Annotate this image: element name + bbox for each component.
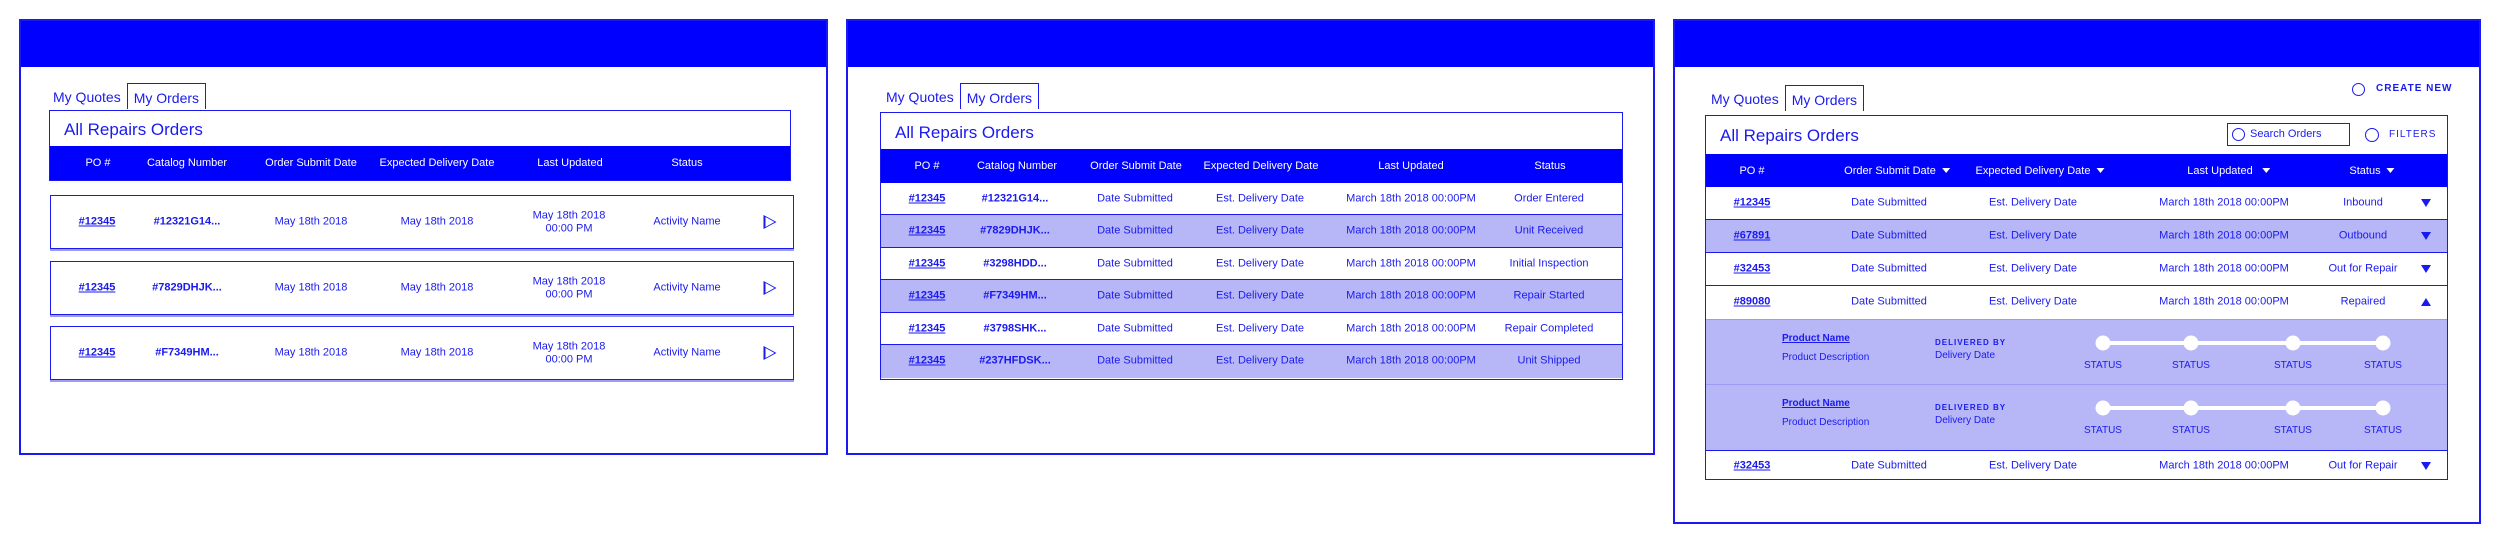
expected-date: Est. Delivery Date: [1215, 257, 1305, 270]
tab-bar: [47, 83, 206, 109]
status-text: Unit Shipped: [1517, 354, 1581, 367]
last-updated: March 18th 2018 00:00PM: [1346, 354, 1476, 367]
expected-date: Est. Delivery Date: [1215, 354, 1305, 367]
expected-date: Est. Delivery Date: [1988, 295, 2078, 308]
catalog-number: #12321G14...: [153, 215, 221, 228]
table-header: [50, 146, 790, 180]
column-header-last-updated[interactable]: Last Updated: [537, 157, 603, 169]
last-updated: March 18th 2018 00:00PM: [1346, 322, 1476, 335]
app-header-bar: [1675, 21, 2479, 67]
submit-date: May 18th 2018: [274, 215, 348, 228]
tab-my-orders[interactable]: My Orders: [127, 83, 206, 109]
search-placeholder: Search Orders: [2250, 128, 2322, 140]
po-link[interactable]: #12345: [908, 354, 946, 367]
expected-date: Est. Delivery Date: [1215, 192, 1305, 205]
tab-my-orders[interactable]: My Orders: [960, 83, 1039, 109]
last-updated-time: 00:00 PM: [545, 353, 593, 366]
column-header-status[interactable]: Status: [1534, 160, 1566, 172]
status-step-label: STATUS: [2084, 425, 2122, 436]
table-row[interactable]: [881, 215, 1622, 248]
orders-panel: [1705, 115, 2448, 480]
po-link[interactable]: #67891: [1733, 229, 1771, 242]
tab-my-quotes[interactable]: My Quotes: [886, 89, 954, 105]
po-link[interactable]: #12345: [1733, 196, 1771, 209]
order-detail-panel: [1706, 319, 2447, 385]
po-link[interactable]: #12345: [78, 346, 116, 359]
submit-date: Date Submitted: [1097, 354, 1173, 367]
column-header-expected-date[interactable]: Expected Delivery Date: [1203, 160, 1319, 172]
delivered-by-label: DELIVERED BY: [1935, 403, 2007, 412]
status-progress-track: [2103, 406, 2385, 410]
catalog-number: #7829DHJK...: [980, 224, 1050, 237]
table-row[interactable]: [1706, 187, 2447, 220]
column-header-expected-date-label: Expected Delivery Date: [1975, 164, 2091, 177]
filters-label: FILTERS: [2389, 129, 2437, 140]
sort-down-icon: [2263, 168, 2271, 173]
po-link[interactable]: #12345: [908, 322, 946, 335]
table-header: [881, 149, 1622, 183]
tab-bar: [880, 83, 1039, 109]
status-step-label: STATUS: [2274, 425, 2312, 436]
catalog-number: #F7349HM...: [983, 289, 1047, 302]
table-row[interactable]: [1706, 220, 2447, 253]
expected-date: Est. Delivery Date: [1988, 459, 2078, 472]
filter-icon: [2365, 128, 2379, 142]
table-row[interactable]: [881, 313, 1622, 345]
last-updated: March 18th 2018 00:00PM: [2159, 262, 2289, 275]
app-header-bar: [21, 21, 826, 67]
expected-date: Est. Delivery Date: [1215, 224, 1305, 237]
submit-date: Date Submitted: [1851, 229, 1927, 242]
po-link[interactable]: #12345: [78, 215, 116, 228]
last-updated: March 18th 2018 00:00PM: [1346, 257, 1476, 270]
catalog-number: #7829DHJK...: [152, 281, 222, 294]
expand-icon[interactable]: [2421, 232, 2431, 240]
column-header-catalog[interactable]: Catalog Number: [976, 160, 1058, 172]
last-updated: March 18th 2018 00:00PM: [2159, 295, 2289, 308]
po-link[interactable]: #12345: [908, 289, 946, 302]
status-text: Repaired: [2340, 295, 2386, 308]
expected-date: May 18th 2018: [400, 346, 474, 359]
status-step-dot: [2184, 336, 2199, 351]
status-step-label: STATUS: [2364, 360, 2402, 371]
collapse-icon[interactable]: [2421, 298, 2431, 306]
play-icon[interactable]: [764, 215, 777, 229]
last-updated-time: 00:00 PM: [545, 288, 593, 301]
table-row[interactable]: [1706, 451, 2447, 479]
product-description: Product Description: [1782, 417, 1870, 428]
create-new-label: CREATE NEW: [2376, 83, 2453, 94]
submit-date: Date Submitted: [1097, 289, 1173, 302]
column-header-status[interactable]: [2349, 154, 2394, 187]
expected-date: Est. Delivery Date: [1988, 196, 2078, 209]
po-link[interactable]: #32453: [1733, 459, 1771, 472]
catalog-number: #F7349HM...: [155, 346, 219, 359]
status-text: Repair Completed: [1504, 322, 1594, 335]
status-text: Outbound: [2338, 229, 2388, 242]
status-text: Activity Name: [653, 346, 721, 359]
submit-date: Date Submitted: [1097, 192, 1173, 205]
last-updated-time: 00:00 PM: [545, 222, 593, 235]
catalog-number: #3798SHK...: [983, 322, 1047, 335]
column-header-expected-date[interactable]: [1976, 154, 2105, 187]
delivery-date: Delivery Date: [1935, 350, 1996, 361]
last-updated: March 18th 2018 00:00PM: [2159, 229, 2289, 242]
submit-date: Date Submitted: [1097, 224, 1173, 237]
column-header-status[interactable]: Status: [671, 157, 703, 169]
expected-date: Est. Delivery Date: [1988, 262, 2078, 275]
status-progress-track: [2103, 341, 2385, 345]
column-header-submit-date[interactable]: [1844, 154, 1950, 187]
table-row[interactable]: [1706, 253, 2447, 286]
wireframe-3: [1673, 19, 2481, 524]
product-name-link[interactable]: Product Name: [1782, 398, 1850, 409]
last-updated: March 18th 2018 00:00PM: [2159, 196, 2289, 209]
po-link[interactable]: #32453: [1733, 262, 1771, 275]
delivered-by-label: DELIVERED BY: [1935, 338, 2007, 347]
status-text: Inbound: [2343, 196, 2383, 209]
orders-panel: [49, 110, 791, 181]
tab-my-orders[interactable]: My Orders: [1785, 85, 1864, 111]
filters-button[interactable]: [2365, 126, 2437, 144]
table-row[interactable]: [881, 280, 1622, 313]
page-title: All Repairs Orders: [895, 123, 1034, 142]
submit-date: Date Submitted: [1851, 459, 1927, 472]
po-link[interactable]: #12345: [78, 281, 116, 294]
submit-date: Date Submitted: [1851, 196, 1927, 209]
table-row[interactable]: [881, 345, 1622, 378]
create-new-button[interactable]: [2352, 81, 2452, 97]
status-text: Initial Inspection: [1509, 257, 1589, 270]
catalog-number: #3298HDD...: [983, 257, 1047, 270]
last-updated: March 18th 2018 00:00PM: [1346, 192, 1476, 205]
status-text: Activity Name: [653, 215, 721, 228]
product-description: Product Description: [1782, 352, 1870, 363]
table-row[interactable]: [881, 248, 1622, 280]
play-icon[interactable]: [764, 346, 777, 360]
last-updated: March 18th 2018 00:00PM: [2159, 459, 2289, 472]
status-step-label: STATUS: [2172, 425, 2210, 436]
status-step-label: STATUS: [2084, 360, 2122, 371]
po-link[interactable]: #89080: [1733, 295, 1771, 308]
column-header-po[interactable]: PO #: [1739, 164, 1765, 177]
sort-down-icon: [2096, 168, 2104, 173]
status-step-dot: [2184, 401, 2199, 416]
search-input[interactable]: [2227, 123, 2350, 146]
status-text: Activity Name: [653, 281, 721, 294]
po-link[interactable]: #12345: [908, 192, 946, 205]
order-detail-panel: [1706, 385, 2447, 451]
wireframe-1: [19, 19, 828, 455]
catalog-number: #237HFDSK...: [979, 354, 1051, 367]
status-step-label: STATUS: [2172, 360, 2210, 371]
table-header: [1706, 154, 2447, 187]
last-updated-date: May 18th 2018: [532, 275, 606, 288]
last-updated-date: May 18th 2018: [532, 340, 606, 353]
last-updated: March 18th 2018 00:00PM: [1346, 289, 1476, 302]
status-text: Out for Repair: [2328, 262, 2398, 275]
status-step-dot: [2286, 401, 2301, 416]
page-title: All Repairs Orders: [64, 120, 203, 139]
column-header-last-updated[interactable]: [2187, 154, 2270, 187]
last-updated: March 18th 2018 00:00PM: [1346, 224, 1476, 237]
expected-date: Est. Delivery Date: [1988, 229, 2078, 242]
expected-date: May 18th 2018: [400, 281, 474, 294]
expand-icon[interactable]: [2421, 199, 2431, 207]
page-title: All Repairs Orders: [1720, 126, 1859, 145]
column-header-expected-date[interactable]: Expected Delivery Date: [379, 157, 495, 169]
column-header-catalog[interactable]: Catalog Number: [146, 157, 228, 169]
wireframe-2: [846, 19, 1655, 455]
submit-date: Date Submitted: [1851, 295, 1927, 308]
po-link[interactable]: #12345: [908, 224, 946, 237]
column-header-submit-date[interactable]: Order Submit Date: [1090, 160, 1182, 172]
orders-panel: [880, 112, 1623, 380]
catalog-number: #12321G14...: [981, 192, 1049, 205]
column-header-last-updated-label: Last Updated: [2187, 164, 2253, 177]
po-link[interactable]: #12345: [908, 257, 946, 270]
column-header-submit-date-label: Order Submit Date: [1844, 164, 1936, 177]
submit-date: May 18th 2018: [274, 281, 348, 294]
search-icon: [2232, 128, 2245, 141]
submit-date: Date Submitted: [1851, 262, 1927, 275]
status-text: Order Entered: [1514, 192, 1584, 205]
submit-date: Date Submitted: [1097, 322, 1173, 335]
status-step-dot: [2286, 336, 2301, 351]
column-header-last-updated[interactable]: Last Updated: [1378, 160, 1444, 172]
status-text: Out for Repair: [2328, 459, 2398, 472]
delivery-date: Delivery Date: [1935, 415, 1996, 426]
play-icon[interactable]: [764, 281, 777, 295]
tab-my-quotes[interactable]: My Quotes: [1711, 91, 1779, 107]
app-header-bar: [848, 21, 1653, 67]
product-name-link[interactable]: Product Name: [1782, 333, 1850, 344]
column-header-status-label: Status: [2349, 164, 2381, 177]
last-updated-date: May 18th 2018: [532, 209, 606, 222]
table-row-expanded[interactable]: [1706, 286, 2447, 319]
status-text: Unit Received: [1514, 224, 1584, 237]
status-step-label: STATUS: [2364, 425, 2402, 436]
tab-bar: [1705, 85, 1864, 111]
expected-date: Est. Delivery Date: [1215, 289, 1305, 302]
status-step-dot: [2096, 336, 2111, 351]
expected-date: Est. Delivery Date: [1215, 322, 1305, 335]
column-header-submit-date[interactable]: Order Submit Date: [265, 157, 357, 169]
order-card[interactable]: [50, 261, 794, 315]
submit-date: May 18th 2018: [274, 346, 348, 359]
status-step-label: STATUS: [2274, 360, 2312, 371]
status-step-dot: [2376, 401, 2391, 416]
column-header-po[interactable]: PO #: [85, 157, 111, 169]
table-row[interactable]: [881, 183, 1622, 215]
status-text: Repair Started: [1513, 289, 1585, 302]
order-card[interactable]: [50, 195, 794, 249]
expand-icon[interactable]: [2421, 462, 2431, 470]
status-step-dot: [2096, 401, 2111, 416]
sort-down-icon: [2387, 168, 2395, 173]
order-card[interactable]: [50, 326, 794, 380]
add-circle-icon: [2352, 83, 2365, 96]
status-step-dot: [2376, 336, 2391, 351]
submit-date: Date Submitted: [1097, 257, 1173, 270]
expand-icon[interactable]: [2421, 265, 2431, 273]
tab-my-quotes[interactable]: My Quotes: [53, 89, 121, 105]
sort-down-icon: [1942, 168, 1950, 173]
column-header-po[interactable]: PO #: [914, 160, 940, 172]
expected-date: May 18th 2018: [400, 215, 474, 228]
